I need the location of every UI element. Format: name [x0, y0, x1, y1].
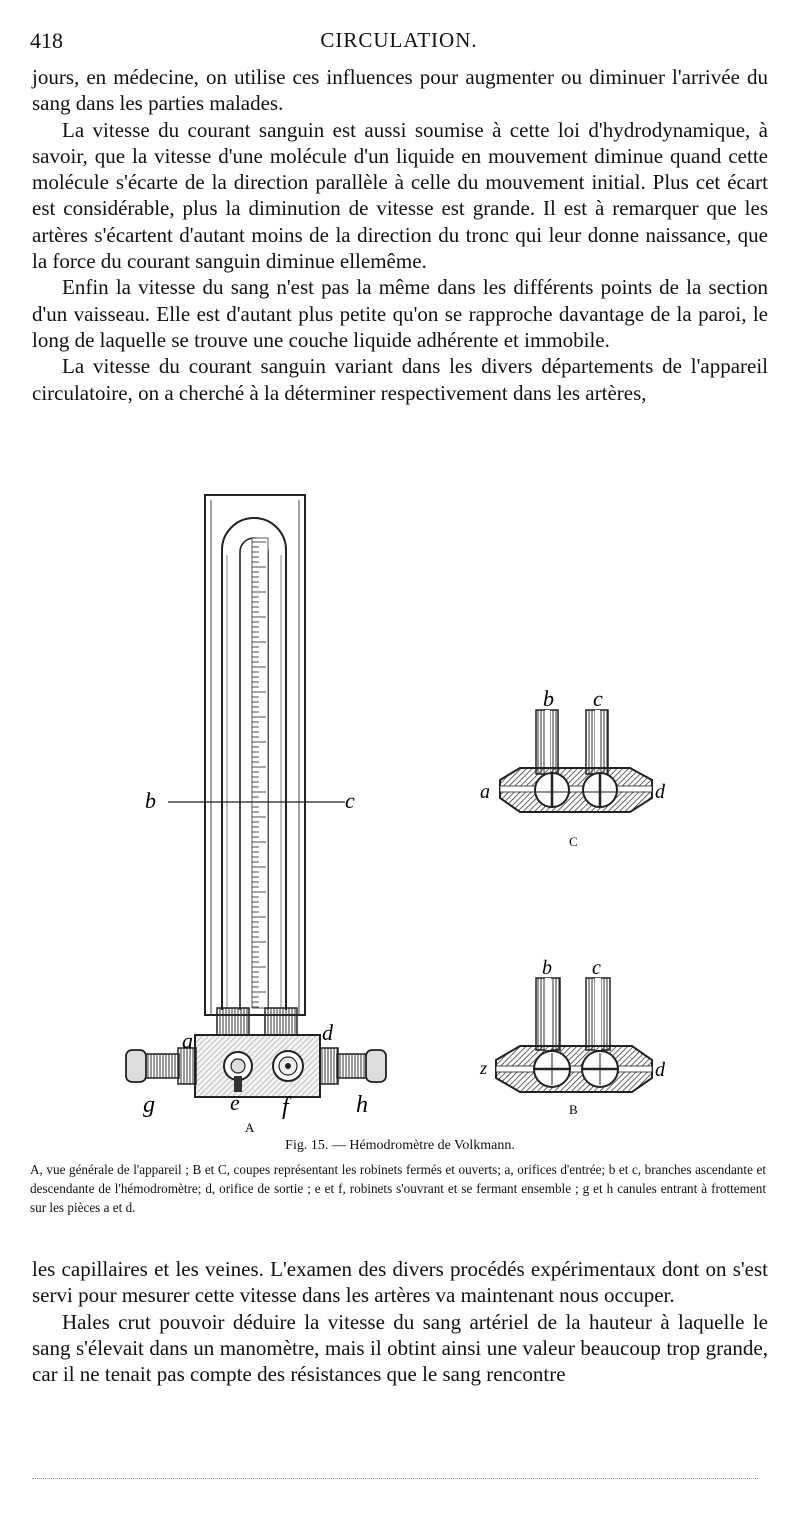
label-c-d: d	[655, 781, 665, 803]
paragraph: La vitesse du courant sanguin est aussi soumise à cette loi d'hydrodynamique, à savoir, que la vitesse d'une molécule d'un liquide en mouvement diminue quand cette molécule s'écarte de la direction parallèle à celle du mouvement initial. Plus cet écart est considérable, plus la diminution de vitesse est grande. Il est à remarquer que les artères s'écartent d'autant moins de la direction du tronc qui leur donne naissance, que la force du courant sanguin diminue ellemême.	[32, 117, 768, 274]
figure-hemodrometre	[0, 480, 800, 1140]
body-text-top	[32, 64, 768, 406]
figure-drawing	[0, 480, 800, 1140]
label-a-a: a	[182, 1028, 193, 1053]
label-a-f: f	[282, 1094, 289, 1120]
paragraph: Enfin la vitesse du sang n'est pas la même dans les différents points de la section d'un vaisseau. Elle est d'autant plus petite qu'on se rapproche davantage de la paroi, le long de laquelle se trouve une couche liquide adhérente et immobile.	[32, 275, 768, 352]
label-a-h: h	[356, 1092, 368, 1118]
panel-label-a: A	[245, 1120, 255, 1135]
label-a-g: g	[143, 1092, 155, 1118]
page-number: 418	[30, 28, 63, 53]
label-b-b: b	[542, 957, 552, 979]
running-title: CIRCULATION.	[320, 28, 478, 52]
panel-label-c: C	[569, 834, 578, 849]
footer-rule	[32, 1478, 758, 1479]
label-a-b: b	[145, 788, 156, 813]
paragraph: La vitesse du courant sanguin variant dans les divers départements de l'appareil circulatoire, on a cherché à la déterminer respectivement dans les artères,	[32, 354, 768, 405]
label-c-a: a	[480, 781, 490, 803]
panel-label-b: B	[569, 1102, 578, 1117]
paragraph: jours, en médecine, on utilise ces influences pour augmenter ou diminuer l'arrivée du sang dans les parties malades.	[32, 65, 768, 116]
figure-caption-title: Fig. 15. — Hémodromètre de Volkmann.	[285, 1138, 515, 1153]
label-a-c: c	[345, 788, 355, 813]
panel-a-apparatus	[126, 495, 386, 1135]
panel-b-section	[479, 957, 666, 1117]
label-a-d: d	[322, 1020, 333, 1045]
label-b-d: d	[655, 1059, 665, 1081]
label-a-e: e	[230, 1090, 240, 1115]
paragraph: les capillaires et les veines. L'examen des divers procédés expérimentaux dont on s'est servi pour mesurer cette vitesse dans les artères va maintenant nous occuper.	[32, 1257, 768, 1308]
label-c-c: c	[593, 686, 603, 711]
body-text-bottom	[32, 1256, 768, 1387]
running-head	[30, 28, 768, 58]
figure-caption-legend: A, vue générale de l'appareil ; B et C, coupes représentant les robinets fermés et ouverts; a, orifices d'entrée; b et c, branches ascendante et descendante de l'hémodromètre; d, orifice de sortie ; e et f, robinets s'ouvrant et se fermant ensemble ; g et h canules entrant à frottement sur les pièces a et d.	[30, 1162, 766, 1215]
label-c-b: b	[543, 686, 554, 711]
label-b-a: z	[480, 1058, 488, 1078]
panel-c-section	[480, 686, 666, 849]
label-b-c: c	[592, 957, 601, 979]
paragraph: Hales crut pouvoir déduire la vitesse du sang artériel de la hauteur à laquelle le sang s'élevait dans un manomètre, mais il obtint ainsi une valeur beaucoup trop grande, car il ne tenait pas compte des résistances que le sang rencontre	[32, 1309, 768, 1387]
